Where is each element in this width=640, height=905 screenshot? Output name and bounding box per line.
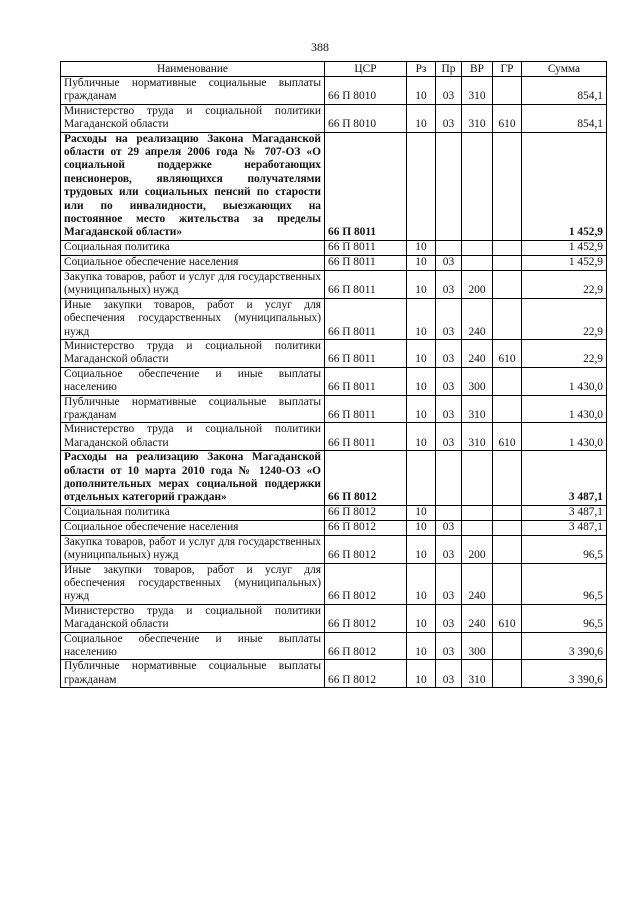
row-vr: 310 — [462, 104, 493, 132]
row-gr — [493, 270, 522, 298]
row-rz — [407, 132, 436, 240]
row-pr: 03 — [436, 298, 462, 339]
row-pr: 03 — [436, 563, 462, 604]
table-row — [61, 535, 607, 563]
row-pr — [436, 240, 462, 255]
table-row — [61, 240, 607, 255]
row-sum: 96,5 — [522, 563, 607, 604]
table-row — [61, 270, 607, 298]
table-row — [61, 395, 607, 423]
table-header-row — [61, 62, 607, 77]
row-vr: 300 — [462, 632, 493, 660]
row-vr: 200 — [462, 535, 493, 563]
row-csr: 66 П 8011 — [325, 367, 407, 395]
row-rz: 10 — [407, 535, 436, 563]
row-name: Министерство труда и социальной политики Магаданской области — [61, 423, 325, 451]
row-rz: 10 — [407, 77, 436, 105]
row-gr — [493, 240, 522, 255]
row-name: Социальное обеспечение населения — [61, 255, 325, 270]
row-pr: 03 — [436, 423, 462, 451]
row-sum: 22,9 — [522, 298, 607, 339]
table-row — [61, 632, 607, 660]
table-row-section — [61, 451, 607, 506]
page-number: 388 — [311, 40, 329, 54]
row-csr: 66 П 8012 — [325, 451, 407, 506]
row-pr: 03 — [436, 535, 462, 563]
row-name: Социальное обеспечение и иные выплаты населению — [61, 367, 325, 395]
row-csr: 66 П 8012 — [325, 520, 407, 535]
row-csr: 66 П 8011 — [325, 255, 407, 270]
row-rz: 10 — [407, 255, 436, 270]
row-name: Социальная политика — [61, 240, 325, 255]
row-sum: 96,5 — [522, 535, 607, 563]
row-pr: 03 — [436, 660, 462, 688]
row-name: Социальное обеспечение и иные выплаты населению — [61, 632, 325, 660]
row-sum: 3 487,1 — [522, 505, 607, 520]
row-pr: 03 — [436, 77, 462, 105]
row-rz: 10 — [407, 367, 436, 395]
table-row — [61, 563, 607, 604]
row-csr: 66 П 8012 — [325, 632, 407, 660]
row-gr — [493, 632, 522, 660]
row-pr: 03 — [436, 270, 462, 298]
row-vr: 240 — [462, 604, 493, 632]
table-row — [61, 505, 607, 520]
table-row — [61, 423, 607, 451]
row-sum: 3 390,6 — [522, 660, 607, 688]
row-pr: 03 — [436, 104, 462, 132]
row-csr: 66 П 8012 — [325, 563, 407, 604]
row-csr: 66 П 8011 — [325, 339, 407, 367]
row-gr — [493, 77, 522, 105]
row-gr — [493, 535, 522, 563]
row-sum: 1 430,0 — [522, 423, 607, 451]
row-vr — [462, 451, 493, 506]
header-csr: ЦСР — [325, 62, 407, 77]
row-gr: 610 — [493, 423, 522, 451]
row-vr: 240 — [462, 563, 493, 604]
row-rz: 10 — [407, 520, 436, 535]
header-rz: Рз — [407, 62, 436, 77]
row-csr: 66 П 8011 — [325, 240, 407, 255]
row-vr — [462, 132, 493, 240]
row-vr — [462, 505, 493, 520]
row-sum: 22,9 — [522, 270, 607, 298]
row-sum: 1 452,9 — [522, 255, 607, 270]
row-pr — [436, 505, 462, 520]
table-row — [61, 298, 607, 339]
row-gr: 610 — [493, 339, 522, 367]
row-rz: 10 — [407, 604, 436, 632]
row-name: Закупка товаров, работ и услуг для государственных (муниципальных) нужд — [61, 270, 325, 298]
row-gr — [493, 451, 522, 506]
row-name: Закупка товаров, работ и услуг для государственных (муниципальных) нужд — [61, 535, 325, 563]
row-rz — [407, 451, 436, 506]
row-gr — [493, 298, 522, 339]
row-sum: 3 390,6 — [522, 632, 607, 660]
row-pr: 03 — [436, 604, 462, 632]
row-csr: 66 П 8010 — [325, 77, 407, 105]
table-row-section — [61, 132, 607, 240]
row-pr: 03 — [436, 255, 462, 270]
row-vr: 240 — [462, 339, 493, 367]
row-csr: 66 П 8012 — [325, 604, 407, 632]
row-name: Публичные нормативные социальные выплаты гражданам — [61, 77, 325, 105]
row-gr — [493, 367, 522, 395]
row-gr — [493, 660, 522, 688]
row-gr — [493, 395, 522, 423]
row-gr — [493, 563, 522, 604]
row-sum: 854,1 — [522, 104, 607, 132]
row-gr — [493, 520, 522, 535]
row-rz: 10 — [407, 104, 436, 132]
budget-table — [60, 61, 607, 688]
row-sum: 1 430,0 — [522, 367, 607, 395]
row-rz: 10 — [407, 660, 436, 688]
row-vr: 310 — [462, 77, 493, 105]
row-vr — [462, 240, 493, 255]
row-sum: 854,1 — [522, 77, 607, 105]
row-name: Публичные нормативные социальные выплаты гражданам — [61, 395, 325, 423]
row-vr: 240 — [462, 298, 493, 339]
header-gr: ГР — [493, 62, 522, 77]
row-vr: 310 — [462, 660, 493, 688]
row-vr: 200 — [462, 270, 493, 298]
row-vr — [462, 255, 493, 270]
row-csr: 66 П 8012 — [325, 660, 407, 688]
table-row — [61, 367, 607, 395]
table-row — [61, 255, 607, 270]
table-row — [61, 339, 607, 367]
row-name: Министерство труда и социальной политики Магаданской области — [61, 104, 325, 132]
row-pr — [436, 451, 462, 506]
row-pr — [436, 132, 462, 240]
row-gr: 610 — [493, 604, 522, 632]
row-pr: 03 — [436, 339, 462, 367]
row-rz: 10 — [407, 240, 436, 255]
row-csr: 66 П 8012 — [325, 535, 407, 563]
row-name: Расходы на реализацию Закона Магаданской области от 29 апреля 2006 года № 707-ОЗ «О социальной поддержке неработающих пенсионеров, являющихся получателями трудовых или социальных пенсий по старости или по инвалидности, выезжающих на постоянное место жительства за пределы Магаданской области» — [61, 132, 325, 240]
row-name: Министерство труда и социальной политики Магаданской области — [61, 339, 325, 367]
row-csr: 66 П 8011 — [325, 270, 407, 298]
row-rz: 10 — [407, 339, 436, 367]
row-pr: 03 — [436, 632, 462, 660]
row-name: Социальное обеспечение населения — [61, 520, 325, 535]
row-vr: 310 — [462, 395, 493, 423]
row-vr — [462, 520, 493, 535]
row-name: Министерство труда и социальной политики Магаданской области — [61, 604, 325, 632]
table-row — [61, 520, 607, 535]
row-name: Расходы на реализацию Закона Магаданской области от 10 марта 2010 года № 1240-ОЗ «О дополнительных мерах социальной поддержки отдельных категорий граждан» — [61, 451, 325, 506]
header-pr: Пр — [436, 62, 462, 77]
row-gr — [493, 255, 522, 270]
row-gr — [493, 505, 522, 520]
row-sum: 96,5 — [522, 604, 607, 632]
row-sum: 1 452,9 — [522, 132, 607, 240]
row-pr: 03 — [436, 520, 462, 535]
row-csr: 66 П 8010 — [325, 104, 407, 132]
row-vr: 300 — [462, 367, 493, 395]
row-rz: 10 — [407, 423, 436, 451]
row-csr: 66 П 8011 — [325, 132, 407, 240]
row-rz: 10 — [407, 632, 436, 660]
row-pr: 03 — [436, 367, 462, 395]
row-name: Публичные нормативные социальные выплаты гражданам — [61, 660, 325, 688]
table-row — [61, 660, 607, 688]
row-gr: 610 — [493, 104, 522, 132]
row-sum: 3 487,1 — [522, 451, 607, 506]
row-name: Иные закупки товаров, работ и услуг для обеспечения государственных (муниципальных) нужд — [61, 563, 325, 604]
row-gr — [493, 132, 522, 240]
table-row — [61, 604, 607, 632]
row-vr: 310 — [462, 423, 493, 451]
row-sum: 3 487,1 — [522, 520, 607, 535]
row-csr: 66 П 8011 — [325, 395, 407, 423]
row-rz: 10 — [407, 270, 436, 298]
header-sum: Сумма — [522, 62, 607, 77]
row-sum: 1 430,0 — [522, 395, 607, 423]
row-csr: 66 П 8011 — [325, 298, 407, 339]
row-rz: 10 — [407, 563, 436, 604]
row-rz: 10 — [407, 505, 436, 520]
table-row — [61, 77, 607, 105]
row-sum: 22,9 — [522, 339, 607, 367]
header-name: Наименование — [61, 62, 325, 77]
row-csr: 66 П 8011 — [325, 423, 407, 451]
row-csr: 66 П 8012 — [325, 505, 407, 520]
row-rz: 10 — [407, 395, 436, 423]
row-rz: 10 — [407, 298, 436, 339]
row-pr: 03 — [436, 395, 462, 423]
row-name: Иные закупки товаров, работ и услуг для обеспечения государственных (муниципальных) нужд — [61, 298, 325, 339]
row-sum: 1 452,9 — [522, 240, 607, 255]
row-name: Социальная политика — [61, 505, 325, 520]
header-vr: ВР — [462, 62, 493, 77]
table-row — [61, 104, 607, 132]
